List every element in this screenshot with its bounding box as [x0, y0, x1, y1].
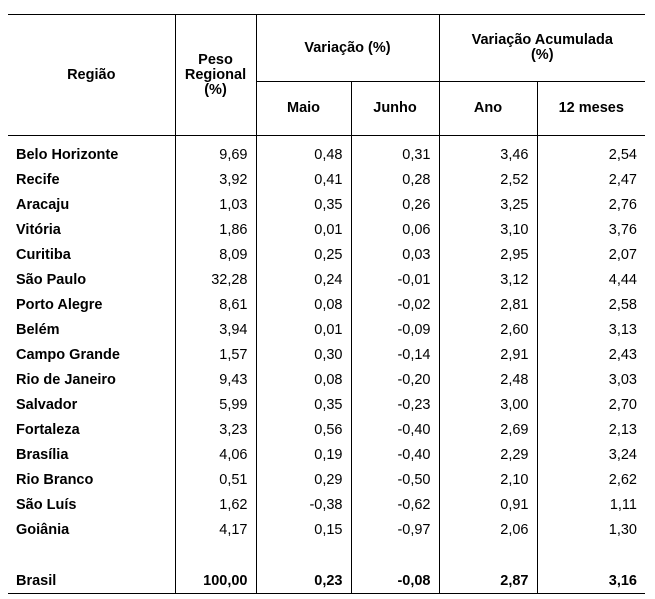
cell-maio: 0,41	[256, 167, 351, 192]
cell-peso: 8,09	[175, 242, 256, 267]
cell-12-meses: 2,43	[608, 346, 637, 363]
cell-12-meses-total: 3,16	[537, 569, 645, 594]
cell-junho: 0,03	[351, 242, 439, 267]
cell-maio: 0,01	[256, 217, 351, 242]
cell-ano: 3,25	[439, 192, 537, 217]
cell-ano: 2,48	[439, 367, 537, 392]
header-peso-line1: Peso	[198, 51, 233, 68]
table-row	[8, 467, 645, 492]
header-peso-line2: Regional	[184, 66, 247, 83]
cell-junho: -0,97	[351, 517, 439, 542]
cell-maio: 0,30	[256, 342, 351, 367]
header-junho	[351, 82, 439, 136]
cell-peso: 1,62	[175, 492, 256, 517]
cell-maio: 0,25	[256, 242, 351, 267]
cell-peso: 1,57	[175, 342, 256, 367]
cell-regiao: Campo Grande	[8, 342, 175, 367]
cell-ano: 2,10	[439, 467, 537, 492]
cell-ano: 3,12	[439, 267, 537, 292]
cell-peso: 5,99	[175, 392, 256, 417]
cell-junho: 0,06	[351, 217, 439, 242]
header-maio	[256, 82, 351, 136]
cell-junho: -0,01	[351, 267, 439, 292]
table-row	[8, 242, 645, 267]
cell-junho: 0,28	[351, 167, 439, 192]
cell-ano: 2,81	[439, 292, 537, 317]
cell-peso: 1,86	[175, 217, 256, 242]
table-header	[8, 15, 645, 136]
header-variacao-acumulada-line1: Variação Acumulada	[471, 32, 613, 48]
cell-junho: -0,50	[351, 467, 439, 492]
cell-12-meses: 2,54	[608, 146, 637, 163]
cell-ano: 3,46	[439, 142, 537, 167]
cell-junho: -0,62	[351, 492, 439, 517]
table-row	[8, 342, 645, 367]
cell-regiao: Belém	[8, 317, 175, 342]
cell-junho: -0,14	[351, 342, 439, 367]
cell-maio: 0,01	[256, 317, 351, 342]
cell-regiao: São Paulo	[8, 267, 175, 292]
cell-12-meses: 2,07	[608, 246, 637, 263]
header-regiao	[8, 15, 175, 136]
cell-12-meses: 2,62	[608, 471, 637, 488]
cell-regiao: Rio de Janeiro	[8, 367, 175, 392]
cell-12-meses: 2,13	[608, 421, 637, 438]
cell-maio: 0,35	[256, 192, 351, 217]
header-12-meses-label: 12 meses	[558, 100, 624, 116]
header-junho-label: Junho	[373, 100, 417, 116]
cell-maio: 0,24	[256, 267, 351, 292]
header-ano	[439, 82, 537, 136]
table-row	[8, 167, 645, 192]
cell-maio: 0,56	[256, 417, 351, 442]
cell-peso: 0,51	[175, 467, 256, 492]
cell-peso: 4,17	[175, 517, 256, 542]
cell-junho: 0,26	[351, 192, 439, 217]
header-12-meses	[537, 82, 645, 136]
cell-ano: 2,29	[439, 442, 537, 467]
cell-regiao: Rio Branco	[8, 467, 175, 492]
cell-12-meses: 2,58	[608, 296, 637, 313]
cell-ano: 0,91	[439, 492, 537, 517]
cell-peso: 4,06	[175, 442, 256, 467]
header-maio-label: Maio	[286, 100, 321, 116]
cell-regiao: Goiânia	[8, 517, 175, 542]
header-regiao-label: Região	[67, 66, 116, 83]
cell-peso-total: 100,00	[175, 569, 256, 594]
cell-12-meses: 1,11	[609, 496, 637, 513]
cell-maio-total: 0,23	[256, 569, 351, 594]
cell-junho: -0,02	[351, 292, 439, 317]
cell-ano: 2,06	[439, 517, 537, 542]
cell-maio: 0,15	[256, 517, 351, 542]
cell-regiao: Belo Horizonte	[8, 142, 175, 167]
table-row	[8, 192, 645, 217]
cell-regiao: Fortaleza	[8, 417, 175, 442]
cell-junho-total: -0,08	[351, 569, 439, 594]
cell-regiao: São Luís	[8, 492, 175, 517]
table-row	[8, 492, 645, 517]
header-variacao	[256, 15, 439, 82]
cell-peso: 1,03	[175, 192, 256, 217]
header-variacao-acumulada-line2: (%)	[530, 47, 554, 63]
cell-ano-total: 2,87	[439, 569, 537, 594]
cell-junho: -0,23	[351, 392, 439, 417]
table-row	[8, 517, 645, 542]
cell-12-meses: 3,76	[608, 221, 637, 238]
header-peso-line3: (%)	[204, 81, 227, 98]
cell-maio: 0,08	[256, 292, 351, 317]
cell-12-meses: 2,76	[608, 196, 637, 213]
table-row	[8, 267, 645, 292]
spacer-row	[8, 542, 645, 569]
header-ano-label: Ano	[473, 100, 503, 116]
regional-inflation-table	[8, 14, 645, 594]
cell-ano: 2,52	[439, 167, 537, 192]
cell-12-meses: 3,24	[608, 446, 637, 463]
cell-maio: 0,35	[256, 392, 351, 417]
cell-12-meses: 3,03	[608, 371, 637, 388]
cell-12-meses: 1,30	[608, 521, 637, 538]
table-row	[8, 292, 645, 317]
cell-12-meses: 2,47	[608, 171, 637, 188]
table-row	[8, 367, 645, 392]
cell-peso: 3,92	[175, 167, 256, 192]
cell-peso: 9,43	[175, 367, 256, 392]
cell-regiao: Curitiba	[8, 242, 175, 267]
cell-maio: -0,38	[256, 492, 351, 517]
cell-ano: 2,69	[439, 417, 537, 442]
cell-regiao: Aracaju	[8, 192, 175, 217]
cell-peso: 3,23	[175, 417, 256, 442]
cell-regiao: Brasília	[8, 442, 175, 467]
cell-junho: 0,31	[351, 142, 439, 167]
table-row	[8, 217, 645, 242]
total-row	[8, 569, 645, 594]
cell-12-meses: 4,44	[608, 271, 637, 288]
cell-regiao: Vitória	[8, 217, 175, 242]
header-variacao-label: Variação (%)	[304, 40, 391, 56]
header-variacao-acumulada	[439, 15, 645, 82]
cell-ano: 2,60	[439, 317, 537, 342]
cell-ano: 3,10	[439, 217, 537, 242]
table-row	[8, 317, 645, 342]
cell-peso: 9,69	[175, 142, 256, 167]
cell-junho: -0,09	[351, 317, 439, 342]
table-row	[8, 392, 645, 417]
cell-ano: 2,95	[439, 242, 537, 267]
cell-regiao: Recife	[8, 167, 175, 192]
cell-peso: 3,94	[175, 317, 256, 342]
cell-peso: 8,61	[175, 292, 256, 317]
cell-peso: 32,28	[175, 267, 256, 292]
cell-maio: 0,29	[256, 467, 351, 492]
cell-junho: -0,40	[351, 417, 439, 442]
cell-maio: 0,19	[256, 442, 351, 467]
cell-ano: 3,00	[439, 392, 537, 417]
cell-junho: -0,20	[351, 367, 439, 392]
cell-ano: 2,91	[439, 342, 537, 367]
cell-regiao-total: Brasil	[8, 569, 175, 594]
cell-regiao: Porto Alegre	[8, 292, 175, 317]
table-row	[8, 417, 645, 442]
cell-junho: -0,40	[351, 442, 439, 467]
table-row	[8, 142, 645, 167]
cell-12-meses: 2,70	[608, 396, 637, 413]
cell-regiao: Salvador	[8, 392, 175, 417]
cell-maio: 0,48	[256, 142, 351, 167]
table-body	[8, 136, 645, 594]
table-row	[8, 442, 645, 467]
header-peso	[175, 15, 256, 136]
cell-maio: 0,08	[256, 367, 351, 392]
cell-12-meses: 3,13	[608, 321, 637, 338]
